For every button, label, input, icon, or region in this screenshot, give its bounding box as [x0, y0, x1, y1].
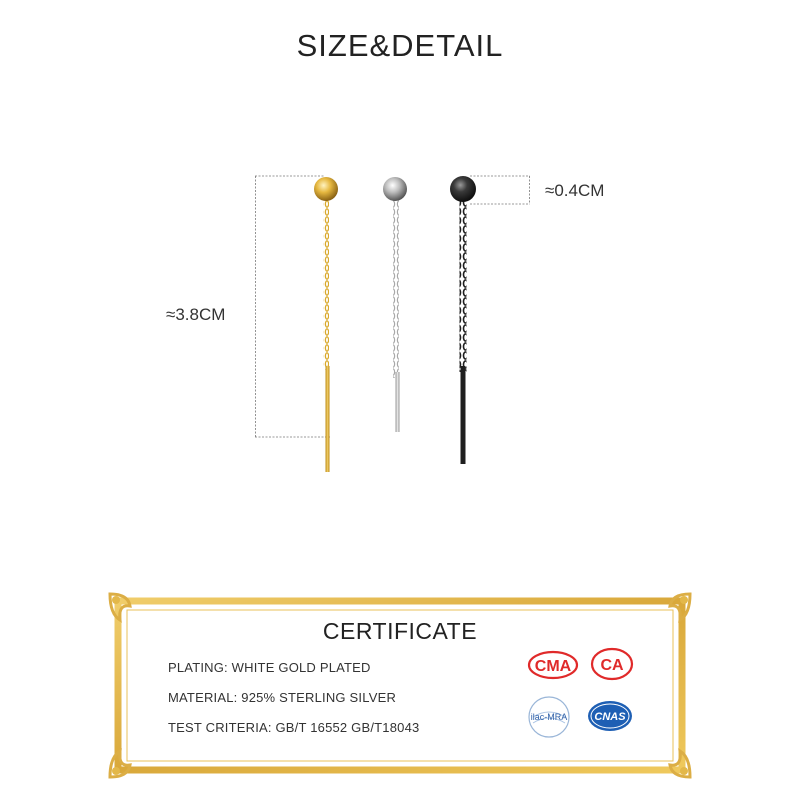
cma-logo-icon	[527, 650, 579, 680]
ca-logo-icon	[589, 647, 635, 681]
gold-earring	[314, 177, 338, 472]
length-label: ≈3.8CM	[166, 305, 226, 324]
ca-logo-text: CA	[600, 657, 624, 674]
cnas-logo-icon	[584, 697, 636, 735]
ilac-logo-text: ilac-MRA	[530, 712, 568, 722]
silver-earring	[383, 177, 407, 432]
cnas-logo-text: CNAS	[594, 711, 626, 723]
test-criteria-info: TEST CRITERIA: GB/T 16552 GB/T18043	[168, 720, 420, 735]
length-dimension-bracket	[255, 176, 330, 437]
page-title: SIZE&DETAIL	[296, 28, 504, 63]
ball-dimension-bracket	[470, 176, 530, 204]
plating-info: PLATING: WHITE GOLD PLATED	[168, 660, 371, 675]
certificate-title: CERTIFICATE	[322, 618, 478, 644]
cma-logo-text: CMA	[534, 658, 572, 675]
material-info: MATERIAL: 925% STERLING SILVER	[168, 690, 397, 705]
ilac-mra-logo-icon	[525, 693, 573, 741]
black-earring	[450, 176, 476, 464]
ball-size-label: ≈0.4CM	[545, 181, 605, 200]
